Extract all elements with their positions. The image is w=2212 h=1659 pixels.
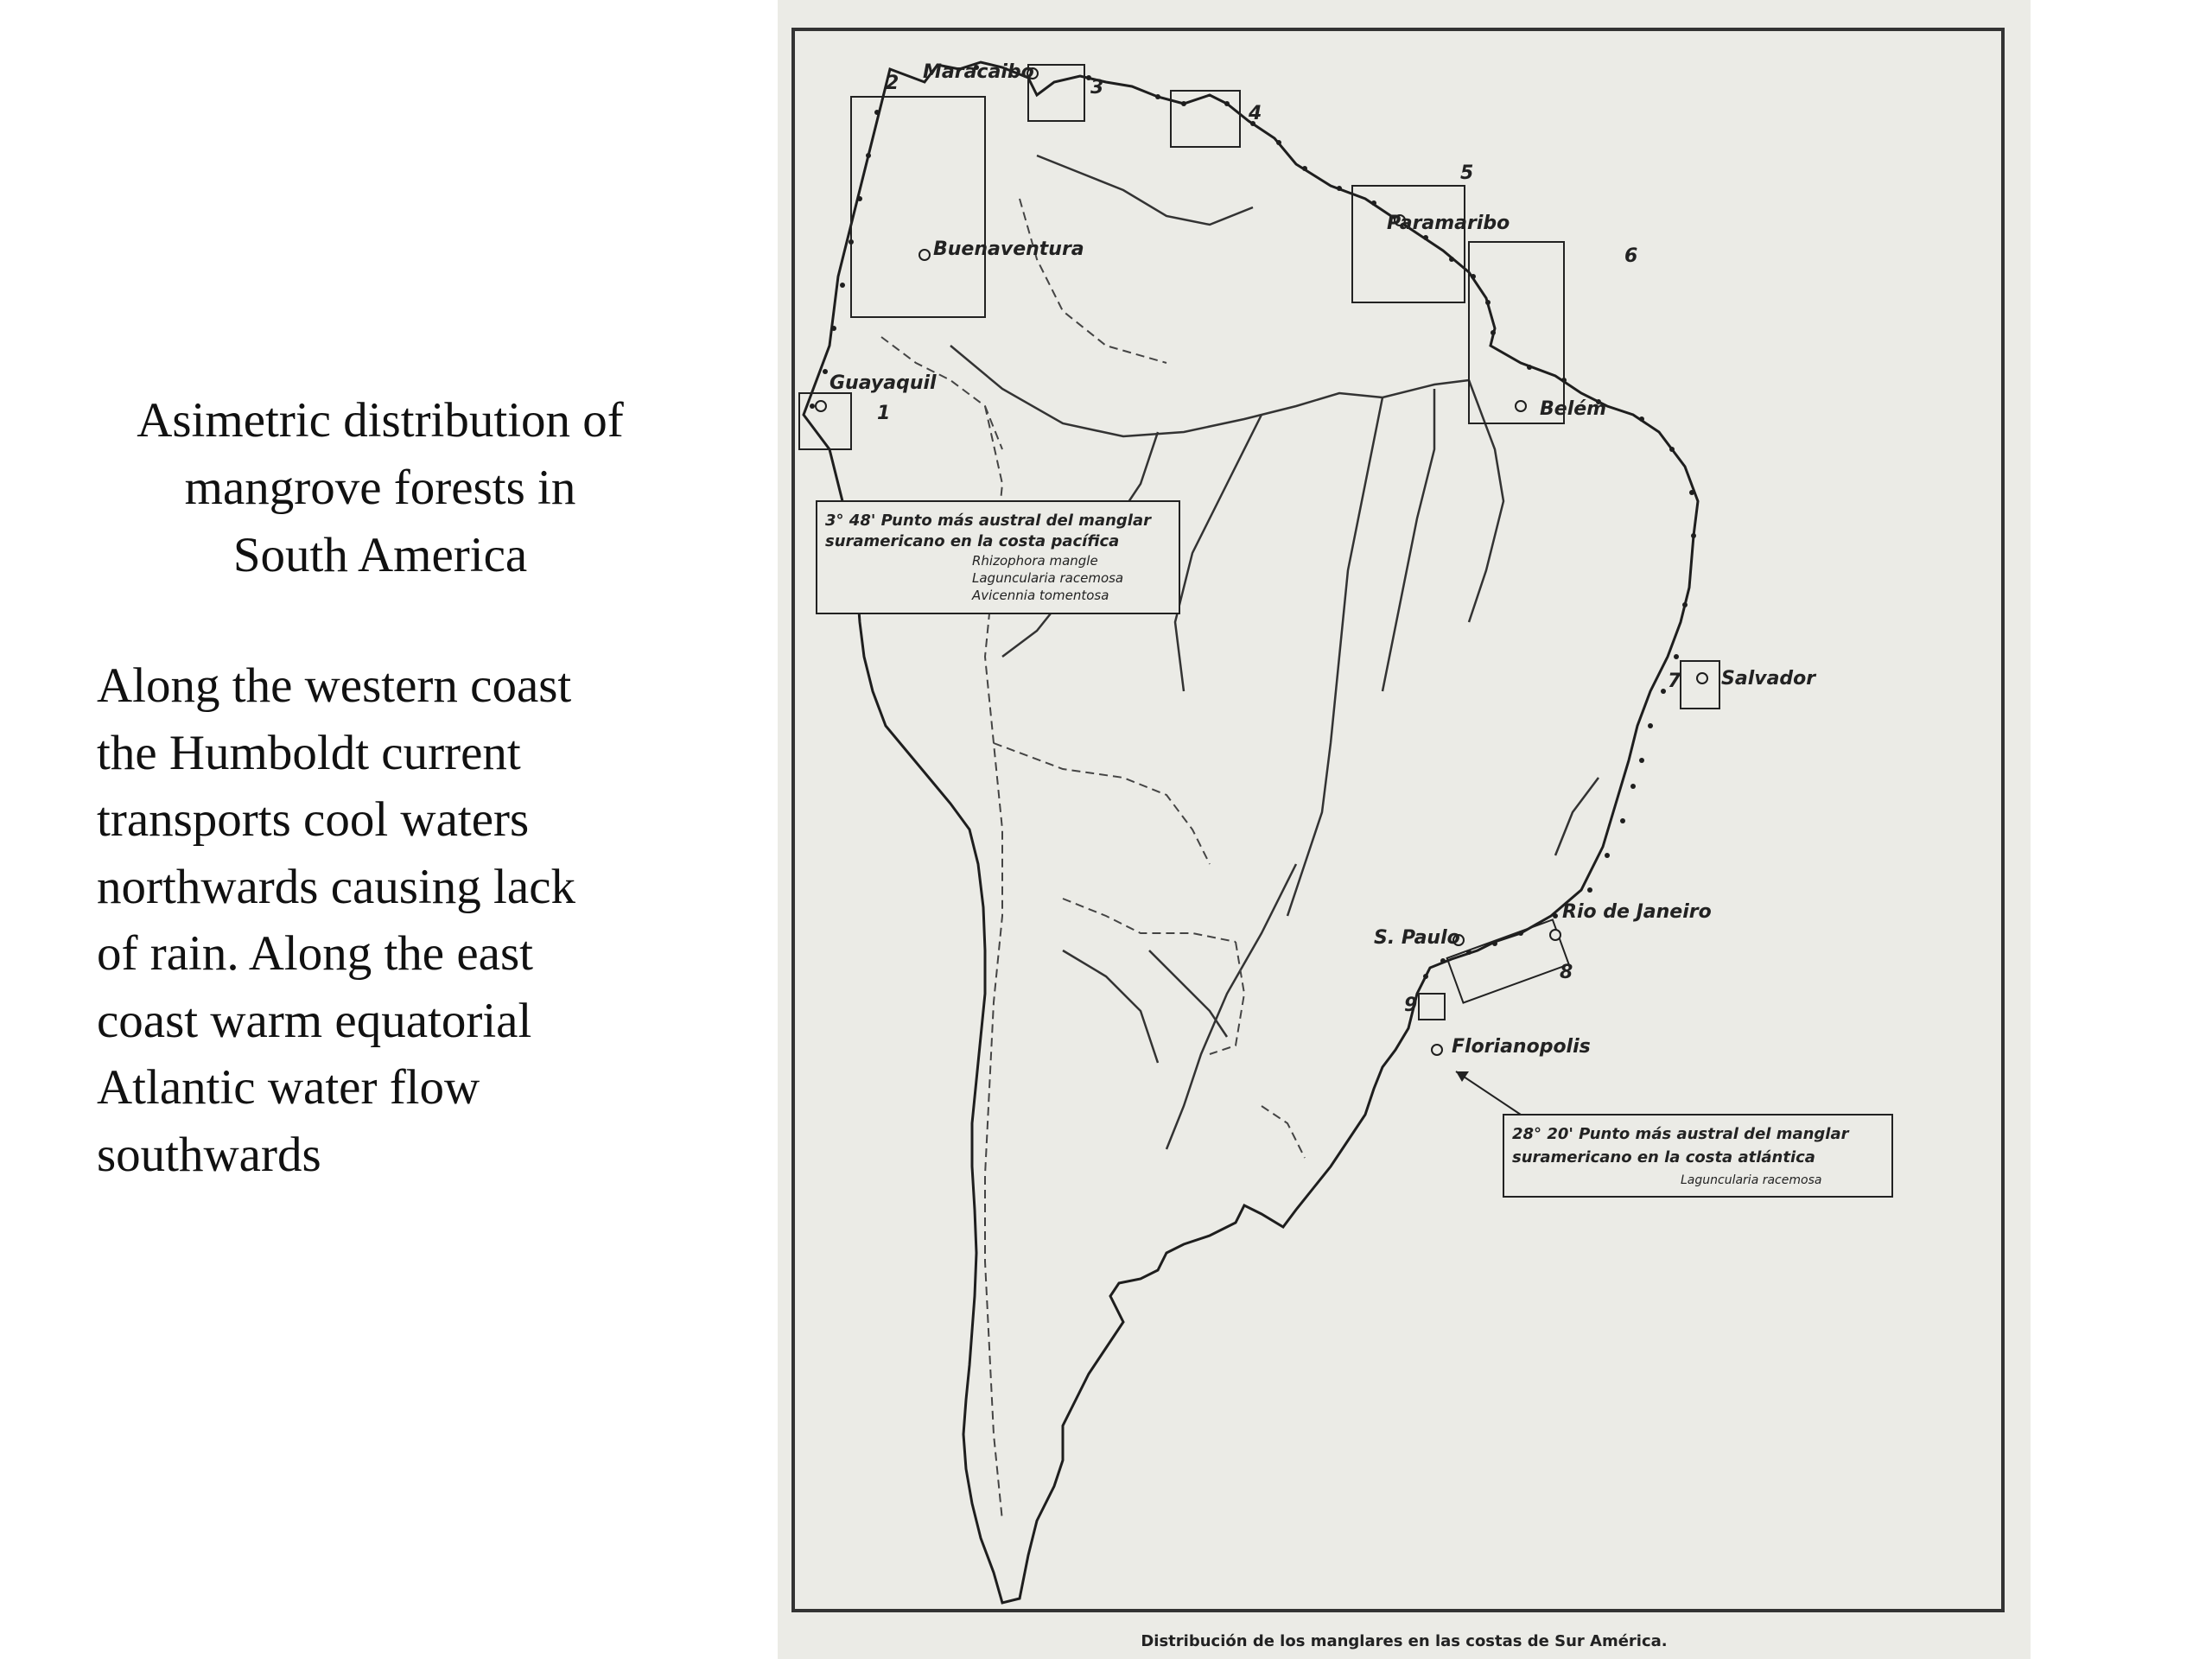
city-label-guayaquil: Guayaquil	[830, 372, 937, 394]
mangrove-dot	[1648, 723, 1653, 728]
mangrove-dot	[1224, 101, 1230, 106]
atlantic-box-line2: suramericano en la costa atlántica	[1512, 1148, 1815, 1166]
mangrove-dot	[1605, 853, 1610, 858]
mangrove-dot	[1587, 887, 1592, 893]
city-marker-buenaventura	[919, 250, 930, 260]
mangrove-dot	[840, 283, 845, 288]
map-caption: Distribución de los manglares en las costas de Sur América.	[1141, 1632, 1668, 1650]
mangrove-dot	[1337, 186, 1342, 191]
mangrove-dot	[1423, 974, 1428, 979]
title-line: mangrove forests in	[184, 461, 576, 515]
atlantic-box-line1: 28° 20' Punto más austral del manglar	[1512, 1125, 1849, 1143]
city-marker-salvador	[1697, 673, 1707, 683]
mangrove-dot	[1302, 166, 1307, 171]
slide-text-panel	[0, 0, 778, 1659]
mangrove-dot	[1527, 365, 1532, 370]
mangrove-dot	[1155, 94, 1160, 99]
city-label-sao-paulo: S. Paulo	[1374, 927, 1460, 949]
mangrove-dot	[823, 369, 828, 374]
mangrove-dot	[1440, 958, 1446, 963]
title-line: South America	[232, 528, 528, 582]
region-number-8: 8	[1560, 962, 1573, 983]
mangrove-dot	[1689, 490, 1694, 495]
region-number-9: 9	[1404, 995, 1418, 1016]
city-marker-rio	[1550, 930, 1560, 940]
city-label-maracaibo: Maracaibo	[923, 61, 1034, 83]
body-line: Along the western coast	[97, 658, 572, 713]
mangrove-dot	[1669, 447, 1675, 452]
region-number-2: 2	[886, 73, 899, 94]
body-line: Atlantic water flow	[97, 1060, 480, 1115]
map-slide	[778, 0, 2031, 1659]
mangrove-dot	[1674, 654, 1679, 659]
region-number-1: 1	[877, 403, 891, 424]
body-line: northwards causing lack	[97, 859, 575, 914]
mangrove-dot	[1620, 818, 1625, 823]
mangrove-dot	[1181, 101, 1186, 106]
mangrove-dot	[874, 110, 880, 115]
body-line: coast warm equatorial	[97, 993, 532, 1048]
city-label-salvador: Salvador	[1721, 668, 1816, 690]
city-label-florianopolis: Florianopolis	[1452, 1036, 1591, 1058]
pacific-box-species: Avicennia tomentosa	[972, 588, 1109, 603]
region-number-6: 6	[1624, 245, 1638, 267]
pacific-box-line1: 3° 48' Punto más austral del manglar	[825, 512, 1151, 530]
mangrove-dot	[1661, 689, 1666, 694]
body-line: of rain. Along the east	[97, 926, 533, 981]
mangrove-dot	[1423, 235, 1428, 240]
mangrove-dot	[1691, 533, 1696, 538]
region-number-7: 7	[1668, 671, 1681, 692]
region-number-5: 5	[1460, 162, 1474, 184]
mangrove-dot	[857, 196, 862, 201]
mangrove-dot	[1491, 330, 1496, 335]
body-line: transports cool waters	[97, 792, 530, 847]
city-label-buenaventura: Buenaventura	[933, 238, 1084, 260]
body-line: southwards	[97, 1127, 321, 1182]
atlantic-box-species: Laguncularia racemosa	[1681, 1173, 1822, 1187]
slide-title	[86, 387, 674, 589]
mangrove-dot	[866, 153, 871, 158]
mangrove-dot	[1630, 784, 1636, 789]
region-number-3: 3	[1090, 77, 1104, 99]
slide-body	[97, 652, 719, 1188]
city-marker-florianopolis	[1432, 1045, 1442, 1055]
mangrove-dot	[1471, 274, 1476, 279]
mangrove-dot	[1639, 416, 1644, 422]
mangrove-dot	[1371, 200, 1376, 206]
mangrove-dot	[1553, 913, 1558, 918]
pacific-box-species: Laguncularia racemosa	[972, 570, 1124, 586]
city-label-paramaribo: Paramaribo	[1387, 213, 1510, 234]
pacific-limit-box	[817, 501, 1179, 613]
body-line: the Humboldt current	[97, 725, 521, 780]
title-line: Asimetric distribution of	[137, 393, 624, 448]
mangrove-dot	[1639, 758, 1644, 763]
mangrove-dot	[1276, 140, 1281, 145]
mangrove-dot	[810, 404, 815, 409]
city-marker-belem	[1516, 401, 1526, 411]
city-label-belem: Belém	[1540, 398, 1607, 420]
mangrove-dot	[831, 326, 836, 331]
city-label-rio: Rio de Janeiro	[1562, 901, 1712, 923]
mangrove-dot	[1485, 300, 1491, 305]
pacific-box-line2: suramericano en la costa pacífica	[825, 532, 1120, 550]
pacific-box-species: Rhizophora mangle	[972, 553, 1098, 569]
mangrove-dot	[1682, 602, 1688, 607]
mangrove-dot	[1449, 257, 1454, 262]
mangrove-map	[778, 0, 2031, 1659]
city-marker-guayaquil	[816, 401, 826, 411]
region-number-4: 4	[1249, 103, 1262, 124]
